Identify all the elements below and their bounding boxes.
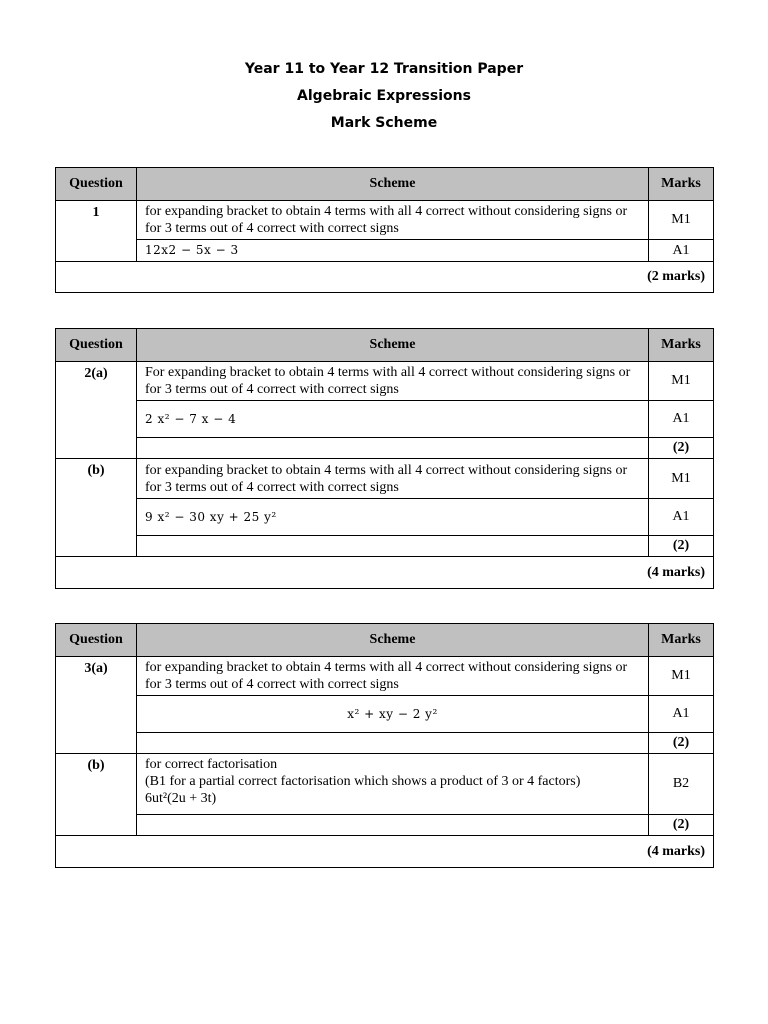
- mark-code: M1: [649, 657, 714, 696]
- answer-expression: 6ut²(2u + 3t): [145, 791, 217, 806]
- answer-expression: 12x2 − 5x − 3: [137, 240, 649, 262]
- question-total: (4 marks): [56, 836, 714, 868]
- paper-title: Year 11 to Year 12 Transition Paper: [244, 61, 524, 77]
- question-part-label: (b): [56, 754, 137, 836]
- mark-code: A1: [649, 401, 714, 438]
- scheme-header: Scheme: [137, 329, 649, 362]
- mark-code: M1: [649, 362, 714, 401]
- scheme-line: for correct factorisation: [145, 757, 278, 772]
- scheme-text: for expanding bracket to obtain 4 terms with all 4 correct without considering signs or for 3 terms out of 4 correct with correct signs: [137, 459, 649, 499]
- answer-expression: x² + xy − 2 y²: [137, 696, 649, 733]
- scheme-header: Scheme: [137, 624, 649, 657]
- mark-scheme-title: Mark Scheme: [330, 115, 438, 131]
- question-header: Question: [56, 329, 137, 362]
- marks-header: Marks: [649, 624, 714, 657]
- part-subtotal: (2): [649, 733, 714, 754]
- part-subtotal: (2): [649, 815, 714, 836]
- scheme-text: For expanding bracket to obtain 4 terms with all 4 correct without considering signs or for 3 terms out of 4 correct with correct signs: [137, 362, 649, 401]
- part-subtotal: (2): [649, 536, 714, 557]
- mark-code: B2: [649, 754, 714, 815]
- mark-code: A1: [649, 696, 714, 733]
- mark-code: M1: [649, 201, 714, 240]
- question-1-table: [55, 167, 714, 293]
- scheme-text-block: [137, 754, 649, 815]
- question-part-label: (b): [56, 459, 137, 557]
- document-header: [0, 58, 768, 139]
- marks-header: Marks: [649, 168, 714, 201]
- question-total: (4 marks): [56, 557, 714, 589]
- scheme-header: Scheme: [137, 168, 649, 201]
- part-subtotal: (2): [649, 438, 714, 459]
- mark-code: A1: [649, 499, 714, 536]
- question-number: 2(a): [56, 362, 137, 459]
- question-header: Question: [56, 624, 137, 657]
- mark-code: A1: [649, 240, 714, 262]
- mark-code: M1: [649, 459, 714, 499]
- marks-header: Marks: [649, 329, 714, 362]
- question-2-table: [55, 328, 714, 589]
- topic-title: Algebraic Expressions: [297, 88, 471, 104]
- scheme-text: for expanding bracket to obtain 4 terms with all 4 correct without considering signs or for 3 terms out of 4 correct with correct signs: [137, 657, 649, 696]
- question-number: 1: [56, 201, 137, 262]
- question-number: 3(a): [56, 657, 137, 754]
- scheme-line: (B1 for a partial correct factorisation which shows a product of 3 or 4 factors): [145, 774, 581, 789]
- question-header: Question: [56, 168, 137, 201]
- answer-expression: 2 x² − 7 x − 4: [137, 401, 649, 438]
- scheme-text: for expanding bracket to obtain 4 terms with all 4 correct without considering signs or for 3 terms out of 4 correct with correct signs: [137, 201, 649, 240]
- question-total: (2 marks): [56, 262, 714, 293]
- question-3-table: [55, 623, 714, 868]
- answer-expression: 9 x² − 30 xy + 25 y²: [137, 499, 649, 536]
